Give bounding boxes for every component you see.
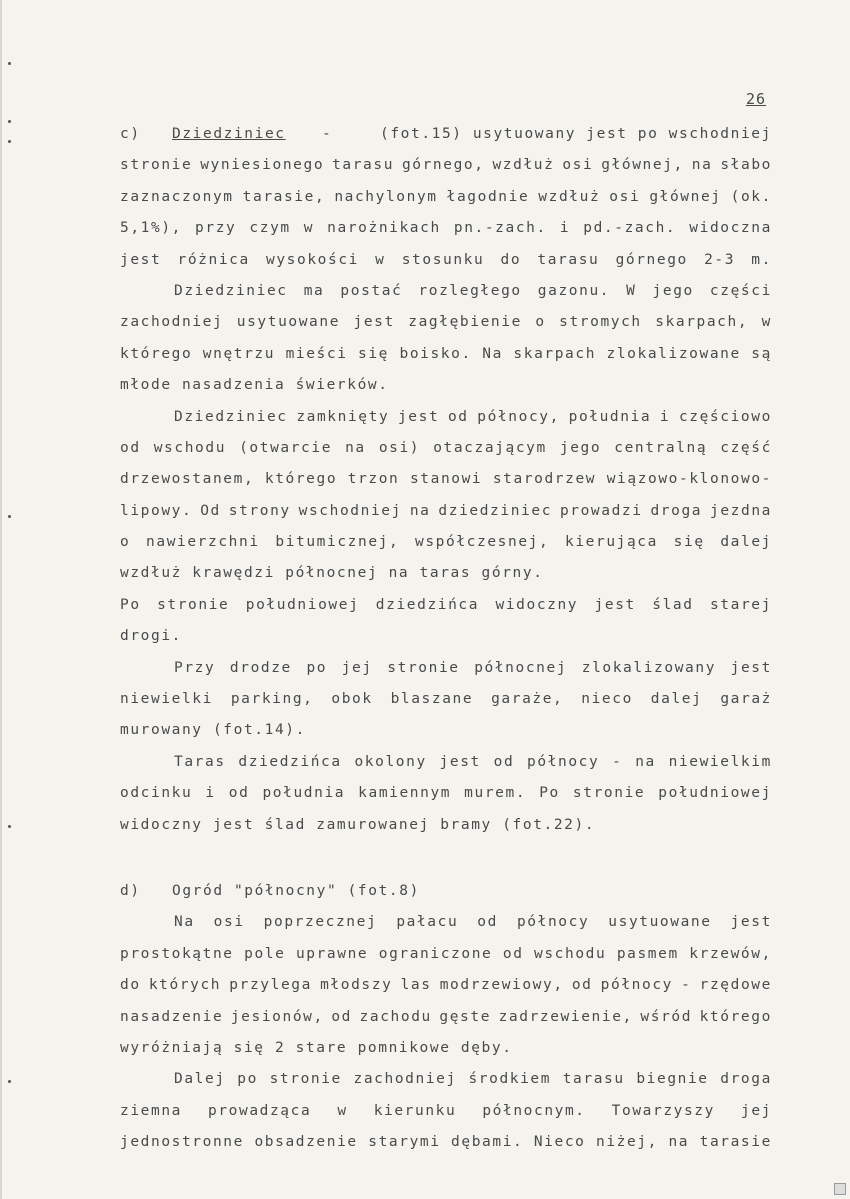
text-line — [120, 402, 772, 433]
section-c — [120, 119, 772, 841]
text-word: południowej — [658, 785, 772, 802]
text-word: pn.-zach. — [453, 220, 547, 237]
text-word: dębami. — [451, 1134, 524, 1151]
text-word: jest — [730, 914, 772, 931]
text-word: stronie — [120, 157, 193, 174]
text-word: po — [637, 126, 659, 142]
text-word: na — [409, 502, 431, 519]
text-word: gazonu. — [537, 282, 611, 299]
text-word: przylega — [229, 977, 312, 994]
text-line — [120, 939, 772, 970]
text-word: jest — [353, 314, 395, 331]
text-word: dziedzińca — [238, 753, 342, 770]
text-word: zlokalizowane — [606, 345, 741, 362]
text-line — [120, 970, 772, 1001]
text-word: stosunku — [401, 251, 485, 268]
text-word: południa — [568, 408, 652, 425]
text-word: wzdłuż — [538, 188, 601, 205]
text-word: pd.-zach. — [583, 220, 677, 237]
text-word: tarasu — [537, 251, 600, 268]
text-word: garaż — [720, 691, 772, 708]
text-line: wzdłuż krawędzi północnej na taras górny. — [120, 565, 544, 582]
text-word: skarpach — [513, 345, 597, 362]
text-word: części — [709, 282, 772, 299]
text-word: jego — [652, 282, 694, 299]
text-word: drodze — [229, 659, 292, 676]
text-line — [120, 150, 772, 181]
text-word: się — [358, 345, 390, 362]
text-word: którego — [264, 471, 338, 488]
text-word: osi — [609, 188, 641, 205]
text-word: narożnikach — [327, 220, 441, 237]
text-word: niewielkim — [668, 753, 772, 770]
text-line: młode nasadzenia świerków. — [120, 377, 389, 394]
text-word: młodszy — [320, 977, 393, 994]
text-word: wzdłuż — [492, 157, 555, 174]
text-word: zlokalizowany — [581, 659, 717, 676]
text-word: w — [761, 314, 772, 331]
section-heading: Dziedziniec — [172, 126, 286, 142]
text-word: usytuowane — [608, 914, 712, 931]
text-word: kierunku — [373, 1102, 457, 1119]
text-line — [120, 276, 772, 307]
text-word: od — [228, 785, 250, 802]
text-word: wschodniej — [668, 126, 772, 142]
text-word: stronie — [387, 659, 460, 676]
text-word: jest — [594, 596, 636, 613]
text-word: jest — [730, 659, 772, 676]
text-word: strony — [228, 502, 291, 519]
text-word: stronie — [157, 596, 230, 613]
text-word: nasadzenie — [120, 1008, 224, 1025]
text-word: Na — [482, 345, 503, 362]
text-word: rozległego — [418, 282, 522, 299]
section-d — [120, 876, 772, 1159]
text-word: m. — [751, 251, 772, 268]
text-line — [120, 496, 772, 527]
text-line — [120, 433, 772, 464]
text-word: północy — [516, 914, 590, 931]
scan-dot — [8, 825, 11, 828]
text-line: widoczny jest ślad zamurowanej bramy (fot.22). — [120, 816, 596, 833]
text-word: centralną — [614, 439, 708, 456]
text-word: nawierzchni — [146, 534, 260, 551]
text-word: obok — [331, 691, 373, 708]
text-line — [120, 1064, 772, 1095]
text-word: - — [612, 753, 623, 770]
text-word: stromych — [559, 314, 642, 331]
text-word: północnym. — [482, 1102, 586, 1119]
scan-dot — [8, 515, 11, 518]
text-word: parking, — [230, 691, 314, 708]
text-line — [120, 1002, 772, 1033]
text-word: Na — [174, 914, 195, 931]
text-word: widoczny — [495, 596, 579, 613]
text-word: jezdna — [710, 502, 772, 519]
text-word: skarpach, — [655, 314, 749, 331]
text-word: którego — [120, 345, 193, 362]
text-word: wyniesionego — [200, 157, 325, 174]
text-line: wyróżniają się 2 stare pomnikowe dęby. — [120, 1039, 513, 1056]
text-word: dziedzińca — [375, 596, 480, 613]
section-d-heading-line — [120, 876, 772, 907]
heading-dash: - — [322, 126, 333, 142]
text-word: osi) — [378, 439, 421, 456]
text-word: drzewostanem, — [120, 471, 255, 488]
text-word: północy — [527, 753, 600, 770]
text-word: Po — [539, 785, 560, 802]
text-word: biegnie — [636, 1071, 709, 1088]
text-word: jego — [559, 439, 602, 456]
text-word: blaszane — [390, 691, 474, 708]
text-word: górnego — [615, 251, 688, 268]
text-word: postać — [340, 282, 403, 299]
text-word: (fot.15) — [380, 126, 463, 142]
text-word: starej — [709, 596, 772, 613]
text-word: stronie — [269, 1071, 342, 1088]
text-word: Dalej — [174, 1071, 226, 1088]
text-word: nieco — [581, 691, 633, 708]
text-word: widoczna — [689, 220, 772, 237]
text-word: tarasie, — [242, 188, 326, 205]
text-line — [120, 684, 772, 715]
text-word: wnętrzu — [202, 345, 276, 362]
text-word: tarasie — [699, 1134, 772, 1151]
text-line — [120, 339, 772, 370]
text-word: osi — [213, 914, 245, 931]
text-word: dalej — [720, 534, 772, 551]
text-word: środkiem — [468, 1071, 552, 1088]
text-word: (otwarcie — [239, 439, 333, 456]
text-word: od — [120, 439, 141, 456]
text-word: okolony — [354, 753, 427, 770]
text-word: modrzewiowy, — [439, 977, 564, 994]
text-word: na — [635, 753, 656, 770]
text-word: pasmem — [616, 945, 679, 962]
text-word: uprawne — [295, 945, 369, 962]
text-word: do — [500, 251, 522, 268]
text-line — [120, 653, 772, 684]
text-word: północy, — [477, 408, 560, 425]
text-word: Towarzyszy — [611, 1102, 715, 1119]
text-word: przy — [195, 220, 237, 237]
text-word: od — [447, 408, 469, 425]
section-marker: d) — [120, 883, 141, 899]
text-line — [120, 245, 772, 276]
text-word: osi — [562, 157, 594, 174]
text-word: zachodniej — [353, 1071, 457, 1088]
text-line: drogi. — [120, 628, 182, 645]
text-word: odcinku — [120, 785, 193, 802]
text-word: jej — [341, 659, 373, 676]
text-word: którego — [699, 1008, 772, 1025]
text-word: Przy — [174, 659, 216, 676]
text-word: pałacu — [396, 914, 459, 931]
text-word: pole — [244, 945, 286, 962]
text-word: starymi — [368, 1134, 441, 1151]
text-line — [120, 778, 772, 809]
text-word: Dziedziniec — [174, 408, 288, 425]
text-word: głównej — [649, 188, 722, 205]
text-word: na — [691, 157, 713, 174]
text-word: droga — [650, 502, 703, 519]
text-line — [120, 464, 772, 495]
text-word: bitumicznej, — [275, 534, 400, 551]
text-word: i — [559, 220, 571, 237]
text-word: północy — [600, 977, 673, 994]
text-word: usytuowany — [472, 126, 577, 142]
text-word: niżej, — [595, 1134, 658, 1151]
text-word: murem. — [464, 785, 527, 802]
text-word: na — [345, 439, 366, 456]
text-word: w — [375, 251, 386, 268]
text-word: lipowy. — [120, 502, 193, 519]
text-word: prostokątne — [120, 945, 234, 962]
text-word: Nieco — [533, 1134, 586, 1151]
text-word: po — [237, 1071, 258, 1088]
text-word: się — [673, 534, 705, 551]
text-word: o — [535, 314, 546, 331]
text-word: kierująca — [565, 534, 658, 551]
text-word: obsadzenie — [254, 1134, 358, 1151]
text-word: których — [148, 977, 222, 994]
text-line — [120, 213, 772, 244]
text-word: współczesnej, — [415, 534, 550, 551]
text-word: tarasu — [562, 1071, 625, 1088]
text-word: do — [120, 977, 141, 994]
text-line — [120, 1096, 772, 1127]
text-line — [120, 1127, 772, 1158]
section-c-heading-line — [120, 119, 772, 150]
text-word: las — [400, 977, 432, 994]
section-heading: Ogród "północny" (fot.8) — [172, 883, 420, 899]
text-word: trzon — [347, 471, 400, 488]
text-word: w — [303, 220, 315, 237]
text-word: północnej — [474, 659, 568, 676]
text-word: tarasu — [332, 157, 395, 174]
text-word: wśród — [640, 1008, 693, 1025]
text-word: 5,1%), — [120, 220, 182, 237]
text-word: i — [205, 785, 216, 802]
text-word: Dziedziniec — [174, 282, 288, 299]
text-word: starodrzew — [492, 471, 597, 488]
text-word: od — [477, 914, 498, 931]
text-word: i — [659, 408, 671, 425]
text-word: na — [668, 1134, 690, 1151]
text-word: ma — [303, 282, 325, 299]
text-word: zaznaczonym — [120, 188, 234, 205]
text-word: jest — [586, 126, 628, 142]
text-word: południa — [262, 785, 346, 802]
corner-mark — [834, 1183, 846, 1195]
text-word: (ok. — [730, 188, 772, 205]
text-word: garaże, — [491, 691, 564, 708]
text-word: od — [331, 1008, 353, 1025]
text-word: od — [493, 753, 515, 770]
text-word: dalej — [650, 691, 703, 708]
text-word: poprzecznej — [263, 914, 378, 931]
text-word: boisko. — [399, 345, 472, 362]
text-word: mieści — [285, 345, 348, 362]
text-word: od — [502, 945, 524, 962]
text-word: łagodnie — [446, 188, 530, 205]
text-word: zagłębienie — [408, 314, 522, 331]
text-word: stanowi — [409, 471, 483, 488]
text-word: jednostronne — [120, 1134, 244, 1151]
section-marker: c) — [120, 126, 141, 142]
text-word: Od — [200, 502, 221, 519]
text-word: słabo — [720, 157, 772, 174]
text-word: jest — [439, 753, 481, 770]
text-word: jesionów, — [230, 1008, 324, 1025]
text-word: różnica — [177, 251, 250, 268]
text-word: w — [337, 1102, 348, 1119]
text-line — [120, 182, 772, 213]
text-word: zamknięty — [296, 408, 390, 425]
text-word: prowadząca — [208, 1102, 312, 1119]
text-word: wiązowo-klonowo- — [606, 471, 772, 488]
text-word: zachodniej — [120, 314, 224, 331]
text-word: jest — [120, 251, 162, 268]
text-word: 2-3 — [704, 251, 736, 268]
text-line — [120, 527, 772, 558]
text-word: o — [120, 534, 131, 551]
scan-dot — [8, 120, 11, 123]
text-word: nachylonym — [334, 188, 438, 205]
text-word: jest — [397, 408, 440, 425]
text-word: zachodu — [359, 1008, 432, 1025]
text-word: gęste — [439, 1008, 492, 1025]
text-word: otaczającym — [433, 439, 547, 456]
text-word: głównej, — [601, 157, 684, 174]
page-number: 26 — [746, 90, 767, 108]
scan-dot — [8, 62, 11, 65]
text-word: wschodu — [534, 945, 607, 962]
text-word: są — [751, 345, 772, 362]
text-word: wysokości — [266, 251, 359, 268]
text-word: górnego, — [401, 157, 485, 174]
text-line — [120, 907, 772, 938]
text-word: krzewów, — [689, 945, 772, 962]
scan-dot — [8, 140, 11, 143]
text-line — [120, 590, 772, 621]
text-word: zadrzewienie, — [498, 1008, 633, 1025]
text-word: ograniczone — [378, 945, 493, 962]
text-word: czym — [249, 220, 291, 237]
text-word: rzędowe — [699, 977, 772, 994]
scan-dot — [8, 1080, 11, 1083]
text-word: W — [626, 282, 637, 299]
text-line — [120, 307, 772, 338]
text-word: usytuowane — [236, 314, 341, 331]
text-word: od — [571, 977, 593, 994]
text-word: jej — [741, 1102, 772, 1119]
text-word: - — [681, 977, 692, 994]
text-word: południowej — [245, 596, 360, 613]
text-word: droga — [720, 1071, 772, 1088]
text-line: murowany (fot.14). — [120, 722, 306, 739]
text-word: część — [720, 439, 772, 456]
text-word: Taras — [174, 753, 226, 770]
text-word: Po — [120, 596, 141, 613]
text-word: częściowo — [678, 408, 772, 425]
text-word: stronie — [572, 785, 646, 802]
text-word: wschodu — [153, 439, 227, 456]
text-line — [120, 747, 772, 778]
text-word: niewielki — [120, 691, 213, 708]
text-word: kamiennym — [358, 785, 452, 802]
text-word: wschodniej — [298, 502, 402, 519]
text-word: ziemna — [120, 1102, 182, 1119]
text-word: ślad — [652, 596, 694, 613]
text-word: prowadzi — [559, 502, 643, 519]
text-word: dziedziniec — [438, 502, 553, 519]
text-word: po — [306, 659, 328, 676]
